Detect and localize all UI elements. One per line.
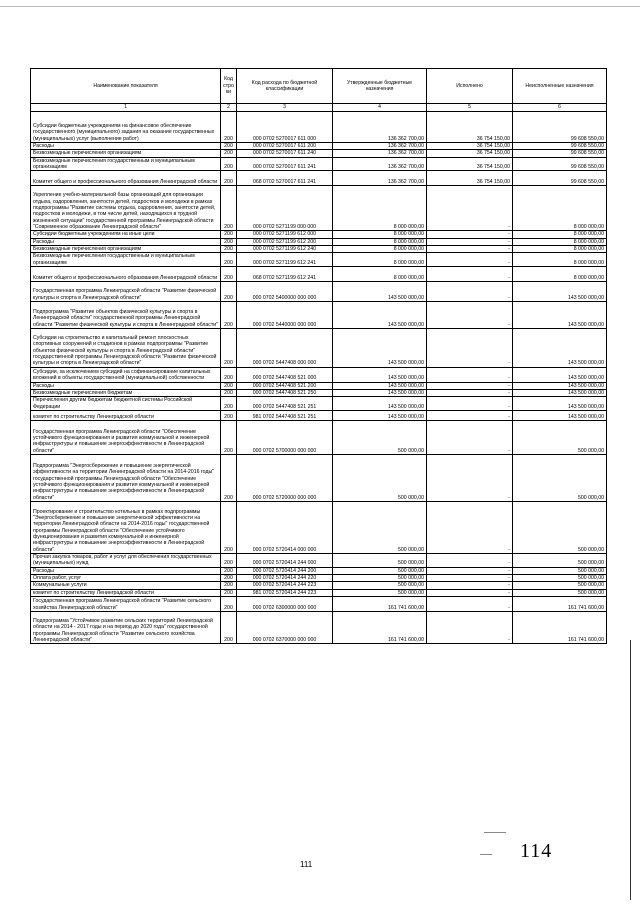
row-code: 200 — [221, 367, 237, 382]
row-executed: - — [427, 301, 513, 328]
column-number: 4 — [333, 104, 427, 112]
header-unexecuted: Неисполненные назначения — [513, 69, 607, 104]
stamp-mark — [484, 832, 506, 833]
row-budget-code: 000 0702 5270017 611 000 — [237, 112, 333, 143]
row-approved: 143 500 000,00 — [333, 367, 427, 382]
row-code: 200 — [221, 238, 237, 245]
row-unexecuted: 161 741 600,00 — [513, 612, 607, 644]
row-name: Расходы — [31, 567, 221, 574]
row-approved: 500 000,00 — [333, 501, 427, 553]
row-name: Безвозмездные перечисления бюджетам — [31, 389, 221, 396]
row-unexecuted: 500 000,00 — [513, 589, 607, 596]
header-executed: Исполнено — [427, 69, 513, 104]
row-unexecuted: 99 608 550,00 — [513, 171, 607, 186]
row-name: Коммунальные услуги — [31, 582, 221, 589]
row-approved: 136 362 700,00 — [333, 143, 427, 150]
row-executed: - — [427, 231, 513, 238]
row-name: Оплата работ, услуг — [31, 574, 221, 581]
row-executed: - — [427, 367, 513, 382]
row-budget-code: 000 0702 5271199 612 200 — [237, 238, 333, 245]
table-row — [31, 186, 607, 231]
row-code: 200 — [221, 501, 237, 553]
row-approved: 500 000,00 — [333, 574, 427, 581]
row-name: Государственная программа Ленинградской области "Развитие сельского хозяйства Ленинградской области" — [31, 597, 221, 612]
row-budget-code: 000 0702 5270017 611 200 — [237, 143, 333, 150]
row-code: 200 — [221, 382, 237, 389]
budget-report-table — [30, 68, 607, 644]
row-approved: 8 000 000,00 — [333, 246, 427, 253]
row-budget-code: 000 0702 5447408 521 000 — [237, 367, 333, 382]
column-number: 1 — [31, 104, 221, 112]
row-unexecuted: 143 500 000,00 — [513, 282, 607, 302]
row-unexecuted: 8 000 000,00 — [513, 253, 607, 267]
row-budget-code: 000 0702 5271199 612 241 — [237, 253, 333, 267]
row-budget-code: 000 0702 6300000 000 000 — [237, 597, 333, 612]
row-name: Государственная программа Ленинградской области "Развитие физической культуры и спорта в Ленинградской области" — [31, 282, 221, 302]
table-header-row — [31, 69, 607, 104]
row-budget-code: 000 0702 5720414 244 200 — [237, 567, 333, 574]
row-approved: 500 000,00 — [333, 589, 427, 596]
row-executed: 36 754 150,00 — [427, 171, 513, 186]
row-approved: 500 000,00 — [333, 420, 427, 454]
row-executed: - — [427, 597, 513, 612]
row-unexecuted: 143 500 000,00 — [513, 397, 607, 411]
row-name: Субсидии на строительство и капитальный ремонт плоскостных спортивных сооружений и стадионов в рамках подпрограммы "Развитие объектов физической культуры и спорта в Ленинградской области" государственной программы Ленинградской области "Развитие физической культуры и спорта в Ленинградской области" — [31, 328, 221, 367]
table-row — [31, 597, 607, 612]
row-budget-code: 000 0702 5720414 244 223 — [237, 582, 333, 589]
row-approved: 143 500 000,00 — [333, 397, 427, 411]
row-code: 200 — [221, 112, 237, 143]
row-unexecuted: 143 500 000,00 — [513, 301, 607, 328]
table-row — [31, 231, 607, 238]
row-code: 200 — [221, 589, 237, 596]
row-name: Расходы — [31, 143, 221, 150]
row-name: Безвозмездные перечисления государственным и муниципальным организациям — [31, 157, 221, 171]
row-approved: 136 362 700,00 — [333, 171, 427, 186]
table-row — [31, 282, 607, 302]
row-code: 200 — [221, 553, 237, 567]
row-unexecuted: 99 608 550,00 — [513, 143, 607, 150]
row-unexecuted: 143 500 000,00 — [513, 367, 607, 382]
row-approved: 143 500 000,00 — [333, 389, 427, 396]
row-budget-code: 000 0702 5720000 000 000 — [237, 454, 333, 501]
row-executed: - — [427, 574, 513, 581]
row-unexecuted: 99 608 550,00 — [513, 150, 607, 157]
row-budget-code: 000 0702 5447408 000 000 — [237, 328, 333, 367]
row-unexecuted: 8 000 000,00 — [513, 246, 607, 253]
row-executed: 36 754 150,00 — [427, 143, 513, 150]
row-budget-code: 000 0702 5271199 612 240 — [237, 246, 333, 253]
row-unexecuted: 143 500 000,00 — [513, 410, 607, 420]
row-unexecuted: 99 608 550,00 — [513, 157, 607, 171]
row-executed: - — [427, 612, 513, 644]
row-unexecuted: 143 500 000,00 — [513, 328, 607, 367]
column-number-row — [31, 104, 607, 112]
row-name: Расходы — [31, 382, 221, 389]
row-name: Расходы — [31, 238, 221, 245]
row-budget-code: 000 0702 5270017 611 241 — [237, 157, 333, 171]
row-budget-code: 000 0702 5271199 612 000 — [237, 231, 333, 238]
row-code: 200 — [221, 397, 237, 411]
row-name: Проектирование и строительство котельных в рамках подпрограммы "Энергосбережение и повышение энергетической эффективности на территории Ленинградской области на 2014-2016 годы" государственной программы Ленинградской области "Обеспечение устойчивого функционирования и развития коммунальной и инженерной инфраструктуры и повышение энергоэффективности в Ленинградской области" — [31, 501, 221, 553]
row-name: Безвозмездные перечисления государственным и муниципальным организациям — [31, 253, 221, 267]
row-executed: - — [427, 410, 513, 420]
header-budget-code: Код расхода по бюджетной классификации — [237, 69, 333, 104]
row-name: Субсидии бюджетным учреждениям на иные цели — [31, 231, 221, 238]
row-unexecuted: 8 000 000,00 — [513, 231, 607, 238]
row-executed: - — [427, 328, 513, 367]
row-executed: - — [427, 501, 513, 553]
row-name: Субсидии бюджетным учреждениям на финансовое обеспечение государственного (муниципального) задания на оказание государственных (муниципальных) услуг (выполнение работ) — [31, 112, 221, 143]
row-name: Безвозмездные перечисления организациям — [31, 150, 221, 157]
row-approved: 143 500 000,00 — [333, 282, 427, 302]
table-row — [31, 150, 607, 157]
row-code: 200 — [221, 267, 237, 282]
row-budget-code: 000 0702 5447408 521 251 — [237, 397, 333, 411]
table-row — [31, 454, 607, 501]
row-approved: 8 000 000,00 — [333, 253, 427, 267]
table-row — [31, 397, 607, 411]
table-row — [31, 328, 607, 367]
column-number: 2 — [221, 104, 237, 112]
row-code: 200 — [221, 231, 237, 238]
row-approved: 136 362 700,00 — [333, 112, 427, 143]
row-name: Укрепление учебно-материальной базы организаций для организации отдыха, оздоровления, занятости детей, подростков и молодежи в рамках подпрограммы "Развитие системы отдыха, оздоровления, занятости детей, подростков и молодежи, в том числе детей, находящихся в трудной жизненной ситуации" государственной программы Ленинградской области "Современное образование Ленинградской области" — [31, 186, 221, 231]
row-budget-code: 000 0702 5270017 611 240 — [237, 150, 333, 157]
header-approved: Утвержденные бюджетные назначения — [333, 69, 427, 104]
row-name: Комитет общего и профессионального образования Ленинградской области — [31, 267, 221, 282]
row-executed: - — [427, 186, 513, 231]
row-executed: - — [427, 553, 513, 567]
row-budget-code: 000 0702 5720414 244 000 — [237, 553, 333, 567]
row-budget-code: 981 0702 5447408 521 251 — [237, 410, 333, 420]
row-executed: - — [427, 282, 513, 302]
row-executed: - — [427, 382, 513, 389]
row-approved: 136 362 700,00 — [333, 157, 427, 171]
row-budget-code: 000 0702 5700000 000 000 — [237, 420, 333, 454]
table-row — [31, 367, 607, 382]
row-unexecuted: 500 000,00 — [513, 501, 607, 553]
table-row — [31, 574, 607, 581]
row-executed: - — [427, 397, 513, 411]
row-name: комитет по строительству Ленинградской области — [31, 589, 221, 596]
row-name: комитет по строительству Ленинградской области — [31, 410, 221, 420]
row-budget-code: 000 0702 5720414 244 220 — [237, 574, 333, 581]
row-executed: - — [427, 267, 513, 282]
table-row — [31, 253, 607, 267]
row-approved: 136 362 700,00 — [333, 150, 427, 157]
row-approved: 161 741 600,00 — [333, 597, 427, 612]
row-code: 200 — [221, 157, 237, 171]
row-budget-code: 000 0702 5271199 000 000 — [237, 186, 333, 231]
row-unexecuted: 99 608 550,00 — [513, 112, 607, 143]
row-code: 200 — [221, 582, 237, 589]
row-code: 200 — [221, 454, 237, 501]
row-code: 200 — [221, 253, 237, 267]
table-body — [31, 112, 607, 644]
row-executed: - — [427, 420, 513, 454]
top-rule — [0, 6, 640, 7]
row-name: Безвозмездные перечисления организациям — [31, 246, 221, 253]
row-code: 200 — [221, 389, 237, 396]
row-executed: - — [427, 582, 513, 589]
row-code: 200 — [221, 567, 237, 574]
row-executed: - — [427, 238, 513, 245]
row-budget-code: 000 0702 5447408 521 200 — [237, 382, 333, 389]
column-number: 3 — [237, 104, 333, 112]
row-approved: 500 000,00 — [333, 567, 427, 574]
page-number: 111 — [300, 860, 313, 869]
table-row — [31, 612, 607, 644]
row-approved: 161 741 600,00 — [333, 612, 427, 644]
row-approved: 500 000,00 — [333, 454, 427, 501]
row-name: Прочая закупка товаров, работ и услуг для обеспечения государственных (муниципальных) нужд — [31, 553, 221, 567]
table-row — [31, 420, 607, 454]
row-budget-code: 000 0702 5447408 521 250 — [237, 389, 333, 396]
row-unexecuted: 500 000,00 — [513, 574, 607, 581]
table-row — [31, 143, 607, 150]
table-row — [31, 267, 607, 282]
row-code: 200 — [221, 282, 237, 302]
row-approved: 500 000,00 — [333, 553, 427, 567]
row-approved: 143 500 000,00 — [333, 410, 427, 420]
table-row — [31, 410, 607, 420]
row-executed: 36 754 150,00 — [427, 150, 513, 157]
row-executed: - — [427, 567, 513, 574]
row-code: 200 — [221, 420, 237, 454]
table-row — [31, 157, 607, 171]
row-budget-code: 000 0702 5400000 000 000 — [237, 282, 333, 302]
handwritten-page-stamp: 114 — [520, 840, 553, 862]
table-row — [31, 389, 607, 396]
row-code: 200 — [221, 171, 237, 186]
scan-edge-line — [630, 640, 631, 900]
row-executed: - — [427, 246, 513, 253]
row-code: 200 — [221, 574, 237, 581]
row-budget-code: 000 0702 5440000 000 000 — [237, 301, 333, 328]
header-code: Код стро ки — [221, 69, 237, 104]
row-unexecuted: 8 000 000,00 — [513, 267, 607, 282]
row-approved: 143 500 000,00 — [333, 328, 427, 367]
table-row — [31, 301, 607, 328]
row-approved: 8 000 000,00 — [333, 267, 427, 282]
row-budget-code: 981 0702 5720414 244 223 — [237, 589, 333, 596]
row-name: Перечисления другим бюджетам бюджетной системы Российской Федерации — [31, 397, 221, 411]
column-number: 6 — [513, 104, 607, 112]
row-unexecuted: 8 000 000,00 — [513, 238, 607, 245]
table-row — [31, 501, 607, 553]
row-unexecuted: 8 000 000,00 — [513, 186, 607, 231]
row-budget-code: 068 0702 5270017 611 241 — [237, 171, 333, 186]
row-name: Субсидии, за исключением субсидий на софинансирование капитальных вложений в объекты государственной (муниципальной) собственности — [31, 367, 221, 382]
row-name: Государственная программа Ленинградской области "Обеспечение устойчивого функционирования и развития коммунальной и инженерной инфраструктуры и повышение энергоэффективности в Ленинградской области" — [31, 420, 221, 454]
row-name: Подпрограмма "Энергосбережение и повышение энергетической эффективности на территории Ленинградской области на 2014-2016 годы" государственной программы Ленинградской области "Обеспечение устойчивого функционирования и развития коммунальной и инженерной инфраструктуры и повышение энергоэффективности в Ленинградской области" — [31, 454, 221, 501]
row-code: 200 — [221, 597, 237, 612]
row-code: 200 — [221, 186, 237, 231]
row-approved: 8 000 000,00 — [333, 231, 427, 238]
table-row — [31, 246, 607, 253]
row-approved: 500 000,00 — [333, 582, 427, 589]
table-row — [31, 589, 607, 596]
row-approved: 8 000 000,00 — [333, 238, 427, 245]
row-approved: 143 500 000,00 — [333, 382, 427, 389]
row-executed: 36 754 150,00 — [427, 157, 513, 171]
stamp-mark — [480, 854, 492, 855]
row-unexecuted: 143 500 000,00 — [513, 389, 607, 396]
row-approved: 8 000 000,00 — [333, 186, 427, 231]
row-code: 200 — [221, 246, 237, 253]
row-code: 200 — [221, 328, 237, 367]
row-code: 200 — [221, 612, 237, 644]
row-unexecuted: 500 000,00 — [513, 454, 607, 501]
row-budget-code: 068 0702 5271199 612 241 — [237, 267, 333, 282]
column-number: 5 — [427, 104, 513, 112]
table-row — [31, 382, 607, 389]
table-row — [31, 567, 607, 574]
row-name: Подпрограмма "Развитие объектов физической культуры и спорта в Ленинградской области" государственной программы Ленинградской области "Развитие физической культуры и спорта в Ленинградской области" — [31, 301, 221, 328]
row-executed: - — [427, 454, 513, 501]
row-approved: 143 500 000,00 — [333, 301, 427, 328]
table-row — [31, 171, 607, 186]
row-budget-code: 000 0702 5720414 000 000 — [237, 501, 333, 553]
row-name: Подпрограмма "Устойчивое развитие сельских территорий Ленинградской области на 2014 - 2017 годы и на период до 2020 года" государственной программы Ленинградской области "Развитие сельского хозяйства Ленинградской области" — [31, 612, 221, 644]
row-unexecuted: 161 741 600,00 — [513, 597, 607, 612]
row-executed: - — [427, 389, 513, 396]
row-code: 200 — [221, 410, 237, 420]
row-unexecuted: 500 000,00 — [513, 420, 607, 454]
table-row — [31, 582, 607, 589]
row-code: 200 — [221, 143, 237, 150]
header-name: Наименование показателя — [31, 69, 221, 104]
table-row — [31, 553, 607, 567]
row-code: 200 — [221, 301, 237, 328]
row-unexecuted: 500 000,00 — [513, 582, 607, 589]
row-executed: - — [427, 589, 513, 596]
table-row — [31, 238, 607, 245]
table-row — [31, 112, 607, 143]
row-unexecuted: 500 000,00 — [513, 553, 607, 567]
row-unexecuted: 500 000,00 — [513, 567, 607, 574]
row-code: 200 — [221, 150, 237, 157]
row-executed: - — [427, 253, 513, 267]
row-executed: 36 754 150,00 — [427, 112, 513, 143]
row-budget-code: 000 0702 6370000 000 000 — [237, 612, 333, 644]
row-name: Комитет общего и профессионального образования Ленинградской области — [31, 171, 221, 186]
row-unexecuted: 143 500 000,00 — [513, 382, 607, 389]
